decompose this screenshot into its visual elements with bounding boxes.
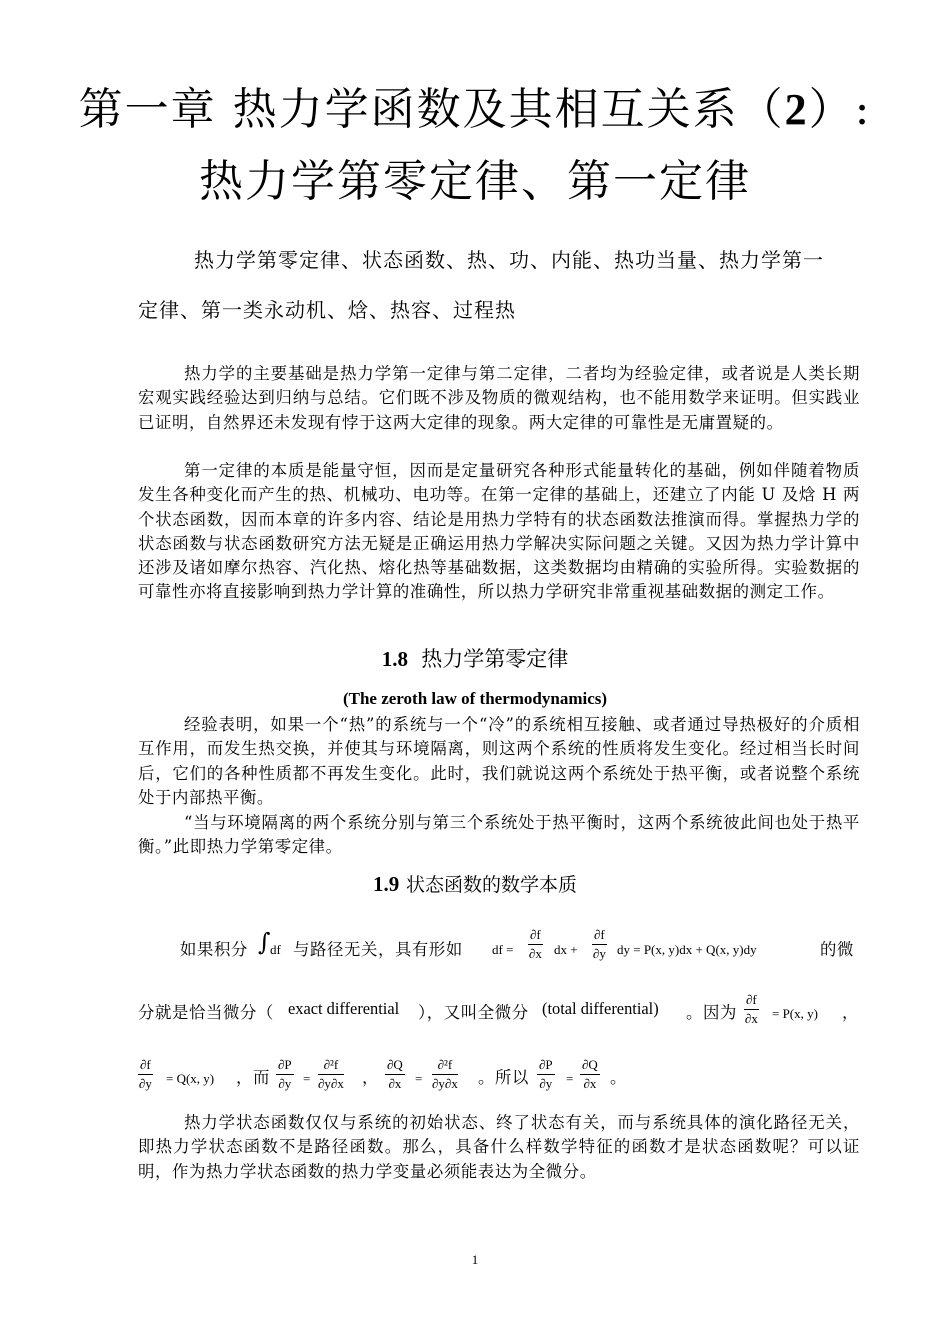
integral-symbol: ∫ (258, 928, 271, 956)
section-1-8-subtitle: (The zeroth law of thermodynamics) (342, 689, 608, 708)
fraction-df-dx-2: $\frac{\partial f}{\partial x}$ (744, 992, 758, 1026)
fraction-d2f-dydx: $\frac{\text{∂²f}}{\partial y\partial x}$ (318, 1057, 344, 1091)
fraction-dQ-dx-2: $\frac{\partial Q}{\partial x}$ (582, 1057, 598, 1091)
fraction-dP-dy-2: $\frac{\partial P}{\partial y}$ (539, 1057, 553, 1091)
chapter-title-line-1: 第一章 热力学函数及其相互关系（2）: (78, 84, 872, 135)
intro-paragraph-2: 第一定律的本质是能量守恒，因而是定量研究各种形式能量转化的基础，例如伴随着物质发生各种变化而产生的热、机械功、电功等。在第一定律的基础上，还建立了内能 U 及焓 H 两个状态函数，因而本章的许多内容、结论是用热力学特有的状态函数法推演而得。掌握热力学的状态函数与状态函数研究方法无疑是正确运用热力学解决实际问题之关键。又因为热力学计算中还涉及诸如摩尔热容、汽化热、熔化热等基础数据，这类数据均由精确的实验所得。实验数据的可靠性亦将直接影响到热力学计算的准确性，所以热力学研究非常重视基础数据的测定工作。 (138, 461, 860, 602)
zeroth-law-paragraph-1: 经验表明，如果一个“热”的系统与一个“冷”的系统相互接触、或者通过导热极好的介质相互作用，而发生热交换，并使其与环境隔离，则这两个系统的性质将发生变化。经过相当长时间后，它们的各种性质都不再发生变化。此时，我们就说这两个系统处于热平衡，或者说整个系统处于内部热平衡。 (138, 715, 860, 807)
section-1-9-heading: 1.9 状态函数的数学本质 (373, 872, 577, 896)
fraction-df-dy: $\frac{\partial f}{\partial y}$ (592, 927, 606, 961)
state-function-paragraph: 热力学状态函数仅仅与系统的初始状态、终了状态有关，而与系统具体的演化路径无关，即热力学状态函数不是路径函数。那么，具备什么样数学特征的函数才是状态函数呢？可以证明，作为热力学状态函数的热力学变量必须能表达为全微分。 (138, 1113, 860, 1181)
fraction-df-dx: $\frac{\partial f}{\partial x}$ (528, 927, 542, 961)
chapter-title-line-2: 热力学第零定律、第一定律 (199, 156, 751, 207)
zeroth-law-paragraph-2: “当与环境隔离的两个系统分别与第三个系统处于热平衡时，这两个系统彼此间也处于热平衡。”此即热力学第零定律。 (138, 813, 860, 857)
keywords-line-2: 定律、第一类永动机、焓、热容、过程热 (138, 298, 516, 322)
fraction-dQ-dx: $\frac{\partial Q}{\partial x}$ (387, 1057, 403, 1091)
fraction-df-dy-2: $\frac{\partial f}{\partial y}$ (138, 1057, 152, 1091)
fraction-d2f-dydx-2: $\frac{\text{∂²f}}{\partial y\partial x}$ (432, 1057, 458, 1091)
intro-paragraph-1: 热力学的主要基础是热力学第一定律与第二定律，二者均为经验定律，或者说是人类长期宏观实践经验达到归纳与总结。它们既不涉及物质的微观结构，也不能用数学来证明。但实践业已证明，自然界还未发现有悖于这两大定律的现象。两大定律的可靠性是无庸置疑的。 (138, 364, 860, 432)
keywords-line-1: 热力学第零定律、状态函数、热、功、内能、热功当量、热力学第一 (194, 248, 824, 272)
section-1-8-heading: 1.8 热力学第零定律 (381, 647, 569, 671)
page-number: 1 (471, 1252, 479, 1267)
fraction-dP-dy: $\frac{\partial P}{\partial y}$ (278, 1057, 292, 1091)
